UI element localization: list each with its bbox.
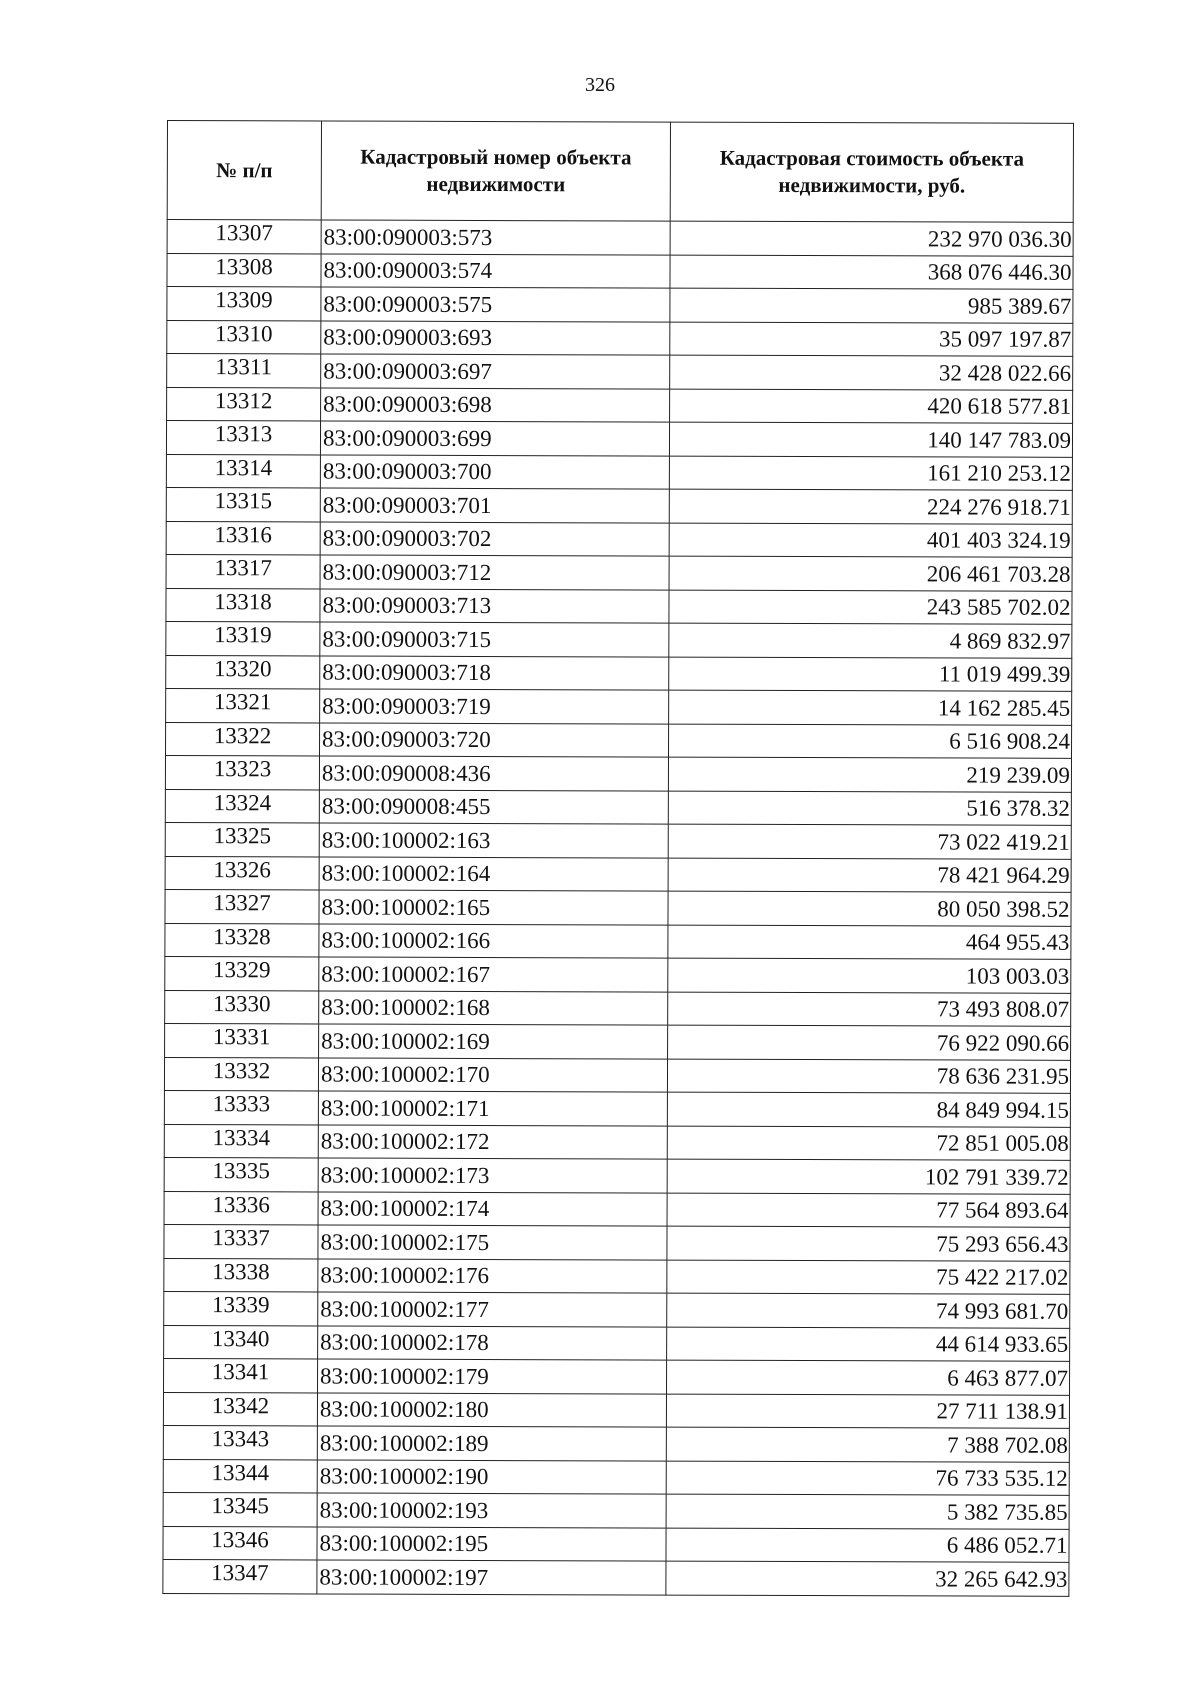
cell-row-number: 13333 <box>164 1090 318 1124</box>
cell-row-number: 13321 <box>166 688 320 722</box>
cell-cadastral-value: 985 389.67 <box>670 288 1073 323</box>
cell-cadastral-number: 83:00:090003:712 <box>320 555 669 590</box>
table-row <box>166 521 1072 557</box>
cell-cadastral-number: 83:00:090003:720 <box>320 722 669 757</box>
cell-row-number: 13308 <box>167 253 321 287</box>
cell-row-number: 13326 <box>165 856 319 890</box>
table-row <box>165 755 1071 791</box>
cell-row-number: 13312 <box>167 387 321 421</box>
table-row <box>167 320 1073 356</box>
cell-cadastral-number: 83:00:100002:166 <box>319 923 668 958</box>
table-row <box>167 220 1073 256</box>
cell-cadastral-value: 78 636 231.95 <box>667 1059 1070 1094</box>
table-row <box>166 722 1072 758</box>
table-row <box>164 1358 1070 1394</box>
table-header-row <box>167 121 1073 223</box>
table-row <box>164 1258 1070 1294</box>
cell-cadastral-value: 73 493 808.07 <box>668 992 1071 1027</box>
cell-cadastral-value: 75 293 656.43 <box>667 1226 1070 1261</box>
cell-cadastral-number: 83:00:090003:693 <box>321 320 670 355</box>
table-row <box>166 621 1072 657</box>
table-row <box>167 253 1073 289</box>
cell-row-number: 13341 <box>164 1358 318 1392</box>
cell-cadastral-number: 83:00:100002:174 <box>318 1191 667 1226</box>
cell-cadastral-value: 516 378.32 <box>668 791 1071 826</box>
cell-cadastral-value: 27 711 138.91 <box>666 1394 1069 1429</box>
cell-row-number: 13323 <box>165 755 319 789</box>
cell-cadastral-value: 7 388 702.08 <box>666 1427 1069 1462</box>
cell-cadastral-number: 83:00:090003:698 <box>321 387 670 422</box>
cell-cadastral-number: 83:00:100002:168 <box>319 990 668 1025</box>
cell-cadastral-number: 83:00:090003:719 <box>320 689 669 724</box>
cell-row-number: 13346 <box>163 1526 317 1560</box>
cell-row-number: 13329 <box>165 956 319 990</box>
table-row <box>166 688 1072 724</box>
cell-cadastral-number: 83:00:100002:164 <box>319 856 668 891</box>
cell-row-number: 13309 <box>167 287 321 321</box>
cell-cadastral-value: 161 210 253.12 <box>669 456 1072 491</box>
cell-cadastral-value: 103 003.03 <box>668 958 1071 993</box>
cell-row-number: 13317 <box>166 554 320 588</box>
table-row <box>165 923 1071 959</box>
cell-cadastral-value: 140 147 783.09 <box>669 422 1072 457</box>
table-row <box>163 1526 1069 1562</box>
cell-cadastral-number: 83:00:100002:171 <box>318 1091 667 1126</box>
cell-cadastral-value: 102 791 339.72 <box>667 1159 1070 1194</box>
table-row <box>164 1090 1070 1126</box>
cell-row-number: 13345 <box>163 1492 317 1526</box>
table-row <box>163 1392 1069 1428</box>
cell-row-number: 13311 <box>167 354 321 388</box>
table-row <box>165 822 1071 858</box>
cell-cadastral-value: 232 970 036.30 <box>670 221 1073 256</box>
cell-cadastral-value: 76 733 535.12 <box>666 1461 1069 1496</box>
header-cadastral-value: Кадастровая стоимость объекта недвижимости, руб. <box>670 122 1073 222</box>
cell-cadastral-value: 5 382 735.85 <box>666 1494 1069 1529</box>
table-body <box>163 220 1073 1596</box>
cell-cadastral-value: 77 564 893.64 <box>667 1193 1070 1228</box>
cell-row-number: 13343 <box>163 1425 317 1459</box>
cell-cadastral-number: 83:00:100002:180 <box>317 1392 666 1427</box>
table-row <box>164 1157 1070 1193</box>
cell-cadastral-value: 420 618 577.81 <box>670 389 1073 424</box>
cell-cadastral-number: 83:00:100002:190 <box>317 1459 666 1494</box>
cell-row-number: 13342 <box>163 1392 317 1426</box>
cell-cadastral-number: 83:00:100002:197 <box>317 1560 666 1595</box>
cell-cadastral-number: 83:00:100002:175 <box>318 1225 667 1260</box>
cell-cadastral-value: 73 022 419.21 <box>668 824 1071 859</box>
table-row <box>166 487 1072 523</box>
cell-row-number: 13331 <box>165 1023 319 1057</box>
table-row <box>166 588 1072 624</box>
cell-cadastral-value: 219 239.09 <box>668 757 1071 792</box>
table-row <box>165 889 1071 925</box>
cell-cadastral-value: 6 516 908.24 <box>669 724 1072 759</box>
cell-cadastral-value: 464 955.43 <box>668 925 1071 960</box>
cell-cadastral-number: 83:00:100002:177 <box>318 1292 667 1327</box>
cell-cadastral-number: 83:00:090003:701 <box>320 488 669 523</box>
cell-row-number: 13316 <box>166 521 320 555</box>
cell-row-number: 13320 <box>166 655 320 689</box>
table-row <box>166 421 1072 457</box>
cell-cadastral-number: 83:00:100002:173 <box>318 1158 667 1193</box>
cell-cadastral-number: 83:00:100002:176 <box>318 1258 667 1293</box>
cell-cadastral-value: 74 993 681.70 <box>667 1293 1070 1328</box>
cell-cadastral-value: 243 585 702.02 <box>669 590 1072 625</box>
cell-row-number: 13337 <box>164 1224 318 1258</box>
table-row <box>166 554 1072 590</box>
cell-row-number: 13324 <box>165 789 319 823</box>
cell-cadastral-number: 83:00:090008:455 <box>319 789 668 824</box>
table-row <box>167 387 1073 423</box>
cell-cadastral-number: 83:00:090003:702 <box>320 521 669 556</box>
table-row <box>164 1224 1070 1260</box>
cell-row-number: 13310 <box>167 320 321 354</box>
table-row <box>164 1124 1070 1160</box>
cell-row-number: 13334 <box>164 1124 318 1158</box>
cell-row-number: 13336 <box>164 1191 318 1225</box>
cell-row-number: 13330 <box>165 990 319 1024</box>
table-row <box>167 354 1073 390</box>
cell-cadastral-number: 83:00:100002:189 <box>317 1426 666 1461</box>
cell-cadastral-value: 32 265 642.93 <box>666 1561 1069 1596</box>
cell-cadastral-number: 83:00:100002:179 <box>318 1359 667 1394</box>
cell-row-number: 13328 <box>165 923 319 957</box>
cell-cadastral-value: 32 428 022.66 <box>670 355 1073 390</box>
cell-row-number: 13327 <box>165 889 319 923</box>
cell-cadastral-value: 44 614 933.65 <box>667 1327 1070 1362</box>
cell-cadastral-value: 224 276 918.71 <box>669 489 1072 524</box>
cell-cadastral-number: 83:00:100002:167 <box>319 957 668 992</box>
cell-cadastral-number: 83:00:100002:172 <box>318 1124 667 1159</box>
cell-cadastral-number: 83:00:100002:195 <box>317 1526 666 1561</box>
cell-cadastral-value: 368 076 446.30 <box>670 255 1073 290</box>
cell-cadastral-number: 83:00:100002:178 <box>318 1325 667 1360</box>
cell-row-number: 13340 <box>164 1325 318 1359</box>
cell-cadastral-number: 83:00:100002:193 <box>317 1493 666 1528</box>
table-row <box>166 655 1072 691</box>
cell-cadastral-number: 83:00:090003:575 <box>321 287 670 322</box>
cell-cadastral-value: 72 851 005.08 <box>667 1126 1070 1161</box>
cell-cadastral-number: 83:00:100002:163 <box>319 823 668 858</box>
table-row <box>164 1291 1070 1327</box>
cell-cadastral-value: 75 422 217.02 <box>667 1260 1070 1295</box>
table-row <box>166 454 1072 490</box>
cell-cadastral-number: 83:00:100002:170 <box>318 1057 667 1092</box>
cell-cadastral-value: 14 162 285.45 <box>669 690 1072 725</box>
table-row <box>165 789 1071 825</box>
table-row <box>163 1559 1069 1595</box>
cell-cadastral-number: 83:00:090003:573 <box>321 220 670 255</box>
cadastral-value-table <box>162 120 1074 1596</box>
cell-cadastral-number: 83:00:090003:700 <box>320 454 669 489</box>
cell-row-number: 13339 <box>164 1291 318 1325</box>
cell-cadastral-value: 6 463 877.07 <box>667 1360 1070 1395</box>
cell-row-number: 13313 <box>166 421 320 455</box>
cell-cadastral-value: 80 050 398.52 <box>668 891 1071 926</box>
cell-cadastral-number: 83:00:100002:169 <box>319 1024 668 1059</box>
table-row <box>167 287 1073 323</box>
table-row <box>165 1023 1071 1059</box>
cell-row-number: 13335 <box>164 1157 318 1191</box>
cell-cadastral-number: 83:00:090003:713 <box>320 588 669 623</box>
cell-cadastral-value: 6 486 052.71 <box>666 1528 1069 1563</box>
cell-row-number: 13347 <box>163 1559 317 1593</box>
cell-cadastral-number: 83:00:090003:715 <box>320 622 669 657</box>
cell-cadastral-number: 83:00:090008:436 <box>319 756 668 791</box>
cell-row-number: 13314 <box>166 454 320 488</box>
table-row <box>164 1325 1070 1361</box>
table-row <box>164 1191 1070 1227</box>
cell-cadastral-number: 83:00:090003:699 <box>320 421 669 456</box>
cell-cadastral-number: 83:00:100002:165 <box>319 890 668 925</box>
cell-cadastral-value: 401 403 324.19 <box>669 523 1072 558</box>
cell-row-number: 13319 <box>166 621 320 655</box>
table-row <box>165 956 1071 992</box>
cell-cadastral-value: 11 019 499.39 <box>669 657 1072 692</box>
cell-row-number: 13325 <box>165 822 319 856</box>
cell-row-number: 13318 <box>166 588 320 622</box>
header-row-number: № п/п <box>167 121 321 220</box>
page-number: 326 <box>585 74 615 96</box>
table-row <box>165 990 1071 1026</box>
table-row <box>163 1459 1069 1495</box>
cell-cadastral-value: 206 461 703.28 <box>669 556 1072 591</box>
cell-cadastral-value: 4 869 832.97 <box>669 623 1072 658</box>
cell-row-number: 13332 <box>164 1057 318 1091</box>
table-row <box>163 1425 1069 1461</box>
table-row <box>165 856 1071 892</box>
cell-cadastral-number: 83:00:090003:697 <box>321 354 670 389</box>
table-row <box>164 1057 1070 1093</box>
cell-row-number: 13315 <box>166 487 320 521</box>
cell-cadastral-number: 83:00:090003:718 <box>320 655 669 690</box>
cell-cadastral-number: 83:00:090003:574 <box>321 253 670 288</box>
cell-cadastral-value: 76 922 090.66 <box>668 1025 1071 1060</box>
table-row <box>163 1492 1069 1528</box>
cell-cadastral-value: 84 849 994.15 <box>667 1092 1070 1127</box>
cell-row-number: 13322 <box>166 722 320 756</box>
cell-row-number: 13344 <box>163 1459 317 1493</box>
cell-row-number: 13338 <box>164 1258 318 1292</box>
header-cadastral-number: Кадастровый номер объекта недвижимости <box>321 121 670 221</box>
cell-cadastral-value: 35 097 197.87 <box>670 322 1073 357</box>
cell-cadastral-value: 78 421 964.29 <box>668 858 1071 893</box>
cell-row-number: 13307 <box>167 220 321 254</box>
